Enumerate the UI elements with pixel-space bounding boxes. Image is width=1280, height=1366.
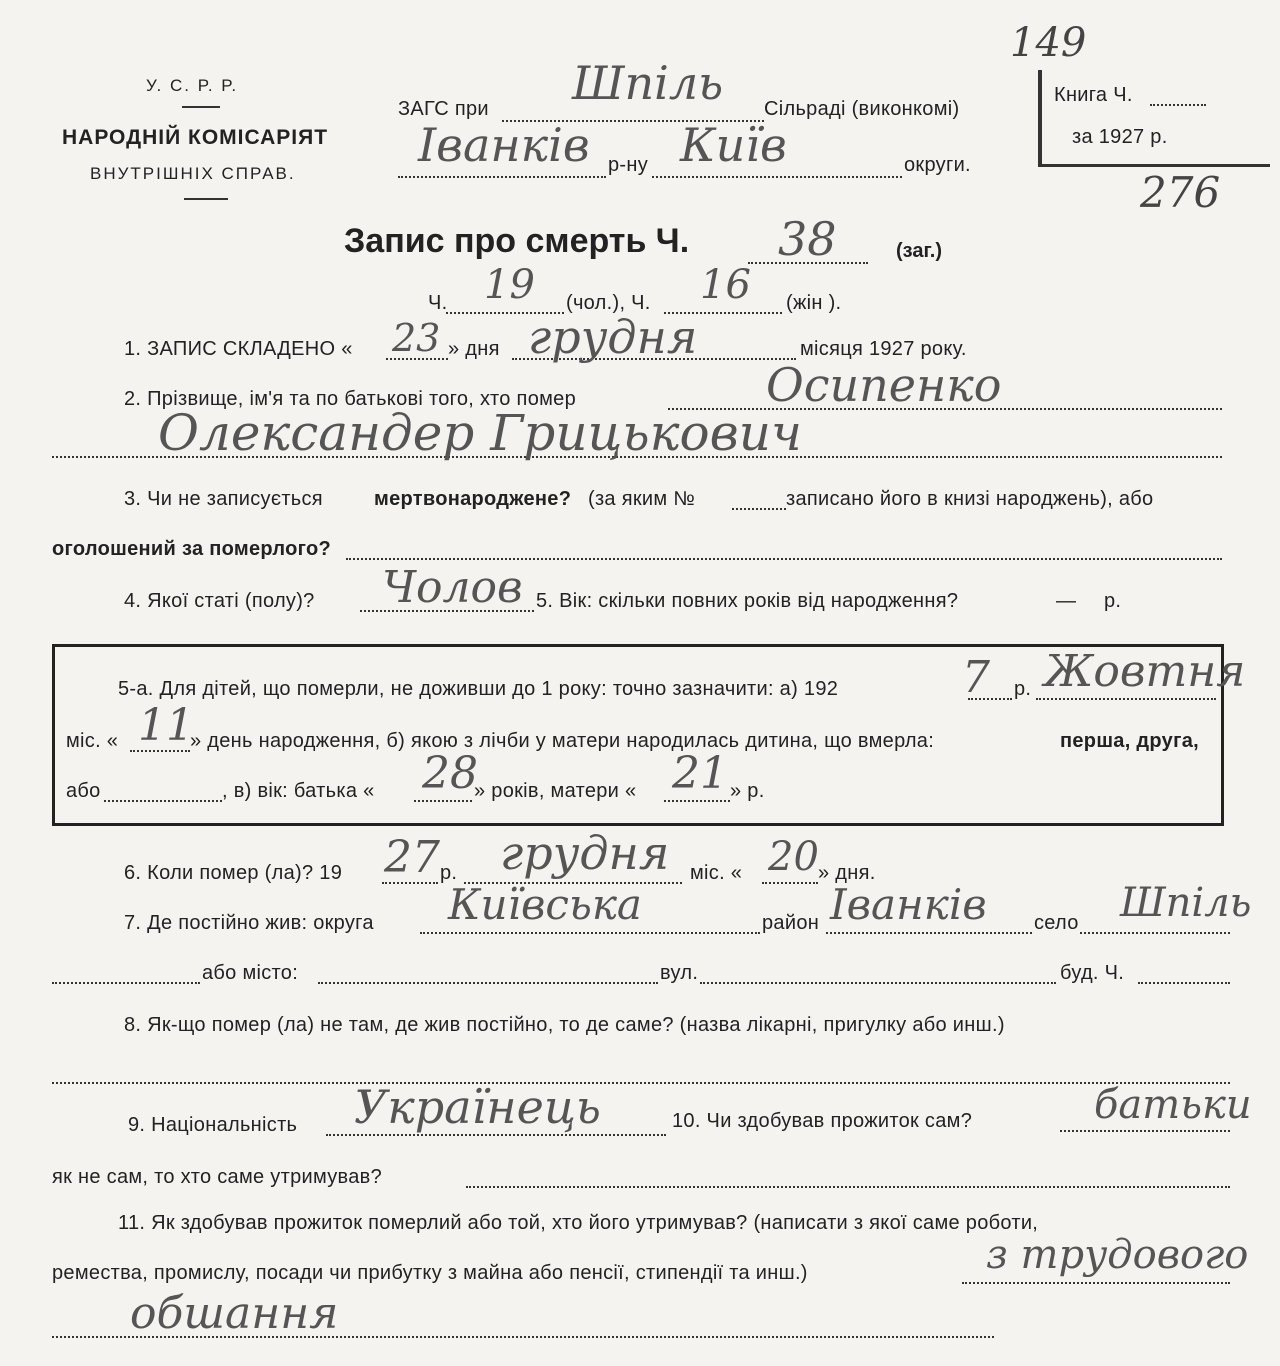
- item3-line1b: (за яким №: [588, 488, 696, 510]
- item5a-day-handwritten: 11: [138, 700, 194, 751]
- item7-okruha-handwritten: Київська: [448, 880, 642, 929]
- item9-label: 9. Національність: [128, 1114, 298, 1136]
- record-suffix: (заг.): [896, 240, 943, 262]
- item5a-order: перша, друга,: [1060, 730, 1200, 752]
- item5a-father-handwritten: 28: [422, 748, 478, 799]
- ussr-label: У. С. Р. Р.: [146, 76, 239, 95]
- item11-line2: ремества, промислу, посади чи прибутку з майна або пенсії, стипендії та инш.): [52, 1262, 808, 1284]
- village-handwritten: Шпіль: [572, 56, 724, 110]
- item7-selo-line: [1080, 932, 1230, 934]
- item2-label: 2. Прізвище, ім'я та по батькові того, хто помер: [124, 388, 577, 410]
- rayon-line: [398, 176, 606, 178]
- item4-label: 4. Якої статі (полу)?: [124, 590, 315, 612]
- item10-label: 10. Чи здобував прожиток сам?: [672, 1110, 973, 1132]
- item6-day-handwritten: 20: [768, 834, 819, 880]
- book-label: Книга Ч.: [1054, 84, 1133, 106]
- male-count-prefix: Ч.: [428, 292, 448, 314]
- item7-label: 7. Де постійно жив: округа: [124, 912, 374, 934]
- item6-pre: 6. Коли помер (ла)? 19: [124, 862, 343, 884]
- item1-post: місяця 1927 року.: [800, 338, 967, 360]
- item1-month-handwritten: грудня: [528, 310, 698, 364]
- item11-line2-dots: [962, 1282, 1230, 1284]
- item2-name-handwritten: Олександер Грицькович: [158, 404, 802, 462]
- item11-handwritten-1: з трудового: [986, 1232, 1249, 1278]
- item1-prefix: 1. ЗАПИС СКЛАДЕНО «: [124, 338, 353, 360]
- item9-line: [326, 1134, 666, 1136]
- item3-declared: оголошений за померлого?: [52, 538, 332, 560]
- divider: [182, 106, 220, 108]
- item5a-line3-pre: або: [66, 780, 101, 802]
- item7-rayon: район: [762, 912, 820, 934]
- item6-day-line: [762, 882, 818, 884]
- item7-line2-start: [52, 982, 200, 984]
- item5-label: 5. Вік: скільки повних років від народження?: [536, 590, 959, 612]
- item7-building-line: [1138, 982, 1230, 984]
- internal-affairs-label: ВНУТРІШНІХ СПРАВ.: [90, 164, 296, 183]
- item5a-r: р.: [1014, 678, 1032, 700]
- book-year: за 1927 р.: [1072, 126, 1168, 148]
- item3-line1a: 3. Чи не записується: [124, 488, 323, 510]
- record-number-handwritten: 38: [778, 212, 837, 266]
- item10-line2-dots: [466, 1186, 1230, 1188]
- corner-number-top: 149: [1010, 20, 1087, 66]
- item5a-month-handwritten: Жовтня: [1044, 646, 1246, 697]
- item5-post: р.: [1104, 590, 1122, 612]
- item10-handwritten: батьки: [1094, 1082, 1252, 1128]
- item7-street-line: [700, 982, 1056, 984]
- item5a-line3-post: » р.: [730, 780, 765, 802]
- item3-line1c: записано його в книзі народжень), або: [786, 488, 1154, 510]
- item3-stillborn: мертвонароджене?: [374, 488, 572, 510]
- male-count-handwritten: 19: [484, 262, 535, 308]
- item7-building: буд. Ч.: [1060, 962, 1125, 984]
- item7-selo: село: [1034, 912, 1079, 934]
- item6-year-handwritten: 27: [384, 832, 440, 883]
- item5a-year-handwritten: 7: [962, 652, 990, 703]
- okruha-line: [652, 176, 902, 178]
- item6-r: р.: [440, 862, 458, 884]
- corner-number-side: 276: [1140, 168, 1221, 217]
- male-count-label: (чол.), Ч.: [566, 292, 651, 314]
- item7-city-line: [318, 982, 658, 984]
- divider: [184, 198, 228, 200]
- item1-mid: » дня: [448, 338, 500, 360]
- zags-prefix: ЗАГС при: [398, 98, 489, 120]
- commissariat-label: НАРОДНІЙ КОМІСАРІЯТ: [62, 126, 329, 149]
- item6-post: » дня.: [818, 862, 876, 884]
- item5a-line2-pre: міс. «: [66, 730, 119, 752]
- item5a-line3-mid: , в) вік: батька «: [222, 780, 375, 802]
- item5a-line1: 5-а. Для дітей, що померли, не доживши до 1 року: точно зазначити: а) 192: [118, 678, 839, 700]
- item7-rayon-handwritten: Іванків: [830, 880, 987, 929]
- rayon-label: р-ну: [608, 154, 649, 176]
- item3-number-line: [732, 508, 786, 510]
- item5a-other-line: [104, 800, 222, 802]
- item2-surname-handwritten: Осипенко: [766, 358, 1002, 412]
- okruha-label: округи.: [904, 154, 971, 176]
- item5a-mother-handwritten: 21: [672, 748, 728, 799]
- item10-line: [1060, 1130, 1230, 1132]
- item8-line: [52, 1082, 1230, 1084]
- female-count-handwritten: 16: [700, 262, 751, 308]
- item11-handwritten-2: обшання: [130, 1288, 339, 1339]
- book-number-line: [1150, 104, 1206, 106]
- item7-street: вул.: [660, 962, 699, 984]
- zags-suffix: Сільраді (виконкомі): [764, 98, 960, 120]
- item5a-mother-line: [664, 800, 730, 802]
- item5a-line3-mid2: » років, матери «: [474, 780, 637, 802]
- okruha-handwritten: Київ: [680, 118, 787, 172]
- item6-mis: міс. «: [690, 862, 743, 884]
- item5a-month-line: [1036, 698, 1216, 700]
- item5-dash: —: [1056, 590, 1076, 612]
- record-title: Запис про смерть Ч.: [344, 222, 690, 260]
- rayon-handwritten: Іванків: [418, 118, 590, 172]
- item7-city: або місто:: [202, 962, 299, 984]
- item11-line1: 11. Як здобував прожиток померлий або той, хто його утримував? (написати з якої саме роботи,: [118, 1212, 1039, 1234]
- item8-label: 8. Як-що помер (ла) не там, де жив постійно, то де саме? (назва лікарні, пригулку або инш.): [124, 1014, 1005, 1036]
- female-count-label: (жін ).: [786, 292, 842, 314]
- item7-selo-handwritten: Шпіль: [1120, 880, 1252, 926]
- item5a-father-line: [414, 800, 472, 802]
- item3-line2: [346, 558, 1222, 560]
- book-box-border: [1038, 164, 1270, 167]
- item5a-line2-post: » день народження, б) якою з лічби у матери народилась дитина, що вмерла:: [190, 730, 935, 752]
- item6-month-handwritten: грудня: [500, 826, 670, 880]
- item1-day-handwritten: 23: [392, 316, 441, 360]
- item4-handwritten: Чолов: [382, 562, 523, 613]
- item10-line2: як не сам, то хто саме утримував?: [52, 1166, 383, 1188]
- item7-okruha-line: [420, 932, 760, 934]
- book-box-border: [1038, 70, 1042, 166]
- item7-rayon-line: [826, 932, 1032, 934]
- item9-handwritten: Українець: [354, 1080, 601, 1134]
